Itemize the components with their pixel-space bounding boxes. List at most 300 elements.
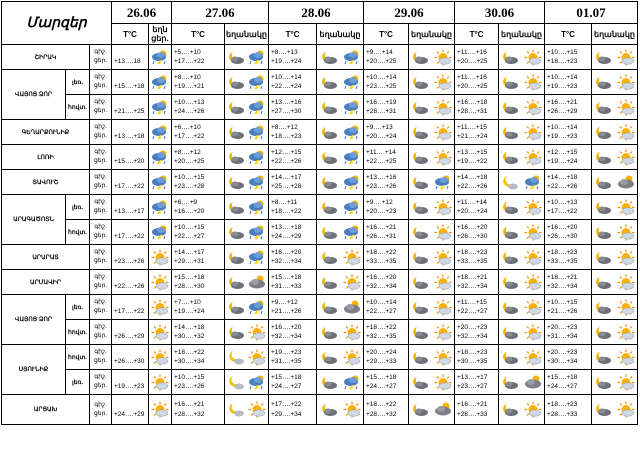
sun-cloud-icon bbox=[248, 324, 266, 341]
temperature-cell bbox=[455, 295, 499, 320]
sun-cloud-icon bbox=[149, 274, 171, 291]
temperature-cell bbox=[172, 370, 225, 395]
table-row bbox=[2, 370, 638, 395]
moon-cloud-icon bbox=[227, 299, 245, 316]
day-temperature: +18….+23 bbox=[271, 133, 302, 140]
moon-cloud-icon bbox=[320, 224, 338, 241]
day-temperature: +32….+34 bbox=[366, 283, 397, 290]
temperature-cell bbox=[172, 145, 225, 170]
day-temperature: +24….+26 bbox=[174, 108, 205, 115]
temperature-header: T°C bbox=[545, 24, 592, 45]
weather-cell bbox=[592, 45, 638, 70]
day-temperature: +22….+26 bbox=[114, 283, 145, 290]
weather-cell bbox=[592, 145, 638, 170]
night-temperature: +15….+18 bbox=[271, 273, 302, 281]
night-temperature: +15….+18 bbox=[366, 373, 397, 381]
moon-cloud-icon bbox=[227, 149, 245, 166]
sun-cloud-icon bbox=[524, 349, 542, 366]
weather-cell bbox=[409, 145, 455, 170]
subregion-name: հովտ. bbox=[66, 220, 90, 245]
moon-cloud-icon bbox=[501, 249, 519, 266]
weather-header: եղանակը bbox=[225, 24, 269, 45]
temperature-cell bbox=[112, 395, 149, 425]
weather-cell bbox=[499, 320, 545, 345]
moon-cloud-icon bbox=[594, 249, 612, 266]
night-temperature: +13….+17 bbox=[457, 373, 488, 381]
day-temperature: +18….+22 bbox=[271, 208, 302, 215]
thunderstorm-icon bbox=[248, 374, 266, 391]
temperature-header: T°C bbox=[364, 24, 409, 45]
day-label: ցեր. bbox=[93, 108, 108, 114]
day-label: ցեր. bbox=[93, 358, 108, 364]
day-temperature: +32….+34 bbox=[547, 283, 578, 290]
weather-cell bbox=[225, 295, 269, 320]
moon-cloud-icon bbox=[594, 224, 612, 241]
night-temperature: +12….+15 bbox=[271, 148, 302, 156]
moon-cloud-icon bbox=[501, 124, 519, 141]
weather-cell bbox=[149, 320, 172, 345]
regions-header: Մարզեր bbox=[2, 2, 112, 45]
weather-cell bbox=[409, 320, 455, 345]
table-row bbox=[2, 95, 638, 120]
sun-cloud-icon bbox=[617, 374, 635, 391]
night-label: գիշ. bbox=[94, 401, 107, 408]
moon-cloud-icon bbox=[320, 299, 338, 316]
night-temperature: +13….+16 bbox=[271, 98, 302, 106]
night-temperature: +18….+22 bbox=[174, 348, 205, 356]
night-temperature bbox=[114, 248, 148, 258]
night-temperature: +14….+17 bbox=[271, 173, 302, 181]
moon-cloud-icon bbox=[227, 174, 245, 191]
forecast-table bbox=[1, 1, 638, 425]
sun-cloud-icon bbox=[617, 349, 635, 366]
night-temperature: +13….+16 bbox=[366, 173, 397, 181]
night-label: գիշ. bbox=[94, 74, 107, 80]
weather-cell bbox=[225, 345, 269, 370]
temperature-cell bbox=[545, 270, 592, 295]
temperature-cell bbox=[364, 220, 409, 245]
day-temperature: +24….+29 bbox=[114, 410, 145, 418]
weather-cell bbox=[409, 370, 455, 395]
day-temperature: +22….+26 bbox=[271, 158, 302, 165]
day-temperature: +21….+25 bbox=[114, 108, 145, 115]
moon-cloud-icon bbox=[594, 49, 612, 66]
moon-cloud-icon bbox=[320, 49, 338, 66]
temperature-cell bbox=[172, 345, 225, 370]
day-temperature: +22….+26 bbox=[457, 183, 488, 190]
weather-header: եղանակը bbox=[409, 24, 455, 45]
temperature-cell bbox=[172, 45, 225, 70]
day-temperature: +22….+27 bbox=[174, 233, 205, 240]
night-temperature: +10….+14 bbox=[547, 123, 578, 131]
moon-cloud-icon bbox=[501, 299, 519, 316]
weather-cell bbox=[317, 295, 364, 320]
moon-cloud-icon bbox=[594, 74, 612, 91]
weather-cell bbox=[149, 95, 172, 120]
night-temperature: +11….+15 bbox=[457, 123, 487, 131]
night-temperature: +9….+12 bbox=[271, 298, 298, 306]
day-temperature: +29….+31 bbox=[174, 258, 205, 265]
weather-cell bbox=[409, 170, 455, 195]
temperature-cell bbox=[172, 70, 225, 95]
temperature-cell bbox=[455, 195, 499, 220]
night-temperature: +16….+20 bbox=[547, 223, 578, 231]
weather-cell bbox=[592, 245, 638, 270]
sun-cloud-icon bbox=[617, 299, 635, 316]
weather-cell bbox=[225, 120, 269, 145]
weather-cell bbox=[317, 95, 364, 120]
weather-cell bbox=[149, 120, 172, 145]
weather-cell bbox=[317, 195, 364, 220]
weather-cell bbox=[149, 345, 172, 370]
night-temperature bbox=[114, 223, 148, 233]
night-temperature: +20….+23 bbox=[547, 323, 578, 331]
night-temperature: +11….+14 bbox=[366, 148, 396, 156]
night-temperature bbox=[114, 173, 148, 183]
moon-cloud-icon bbox=[320, 149, 338, 166]
thunderstorm-icon bbox=[343, 374, 361, 391]
moon-cloud-icon bbox=[411, 49, 429, 66]
subregion-name: լեռ. bbox=[66, 370, 90, 395]
weather-cell bbox=[225, 245, 269, 270]
night-temperature: +11….+14 bbox=[457, 198, 487, 206]
sun-cloud-icon bbox=[524, 249, 542, 266]
night-temperature: +18….+23 bbox=[457, 348, 488, 356]
temperature-cell bbox=[112, 320, 149, 345]
sun-cloud-icon bbox=[524, 49, 542, 66]
day-temperature: +15….+18 bbox=[114, 83, 145, 90]
sun-cloud-icon bbox=[434, 249, 452, 266]
temperature-cell bbox=[364, 295, 409, 320]
subregion-name: լեռ. bbox=[66, 70, 90, 95]
night-temperature: +16….+20 bbox=[366, 273, 397, 281]
night-temperature: +19….+23 bbox=[271, 348, 302, 356]
table-row bbox=[2, 145, 638, 170]
region-name: ԱՐԱԳԱԾՈՏՆ bbox=[2, 195, 66, 245]
weather-cell bbox=[409, 220, 455, 245]
night-temperature: +8….+12 bbox=[271, 123, 298, 131]
table-row bbox=[2, 220, 638, 245]
weather-cell bbox=[225, 395, 269, 425]
sun-cloud-icon bbox=[434, 374, 452, 391]
night-temperature: +18….+22 bbox=[366, 323, 397, 331]
day-label: ցեր. bbox=[93, 383, 108, 389]
weather-cell bbox=[317, 320, 364, 345]
moon-cloud-icon bbox=[594, 401, 612, 418]
temperature-cell bbox=[364, 45, 409, 70]
temperature-cell bbox=[545, 195, 592, 220]
sun-cloud-icon bbox=[434, 74, 452, 91]
temperature-cell bbox=[269, 295, 317, 320]
temperature-cell bbox=[269, 145, 317, 170]
moon-cloud-icon bbox=[320, 401, 338, 418]
moon-cloud-icon bbox=[501, 401, 519, 418]
day-temperature: +17….+22 bbox=[114, 233, 145, 240]
temperature-header: T°C bbox=[172, 24, 225, 45]
weather-cell bbox=[499, 70, 545, 95]
day-temperature: +22….+24 bbox=[271, 83, 302, 90]
moon-cloud-icon bbox=[411, 249, 429, 266]
moon-cloud-icon bbox=[594, 324, 612, 341]
day-label: ցեր. bbox=[93, 333, 108, 339]
thunderstorm-icon bbox=[343, 99, 361, 116]
moon-cloud-icon bbox=[227, 124, 245, 141]
night-label: գիշ. bbox=[94, 274, 107, 280]
moon-cloud-icon bbox=[501, 199, 519, 216]
day-temperature: +31….+34 bbox=[547, 333, 578, 340]
weather-cell bbox=[499, 270, 545, 295]
temperature-cell bbox=[545, 220, 592, 245]
day-temperature: +26….+30 bbox=[547, 233, 578, 240]
day-temperature: +32….+34 bbox=[271, 258, 302, 265]
weather-header-line1: եղն bbox=[152, 25, 168, 34]
sun-gray-cloud-icon bbox=[248, 274, 266, 291]
day-temperature: +19….+24 bbox=[271, 58, 302, 65]
day-temperature: +28….+32 bbox=[366, 410, 397, 418]
thunderstorm-icon bbox=[343, 174, 361, 191]
weather-cell bbox=[225, 270, 269, 295]
thunderstorm-icon bbox=[149, 74, 171, 91]
temperature-cell bbox=[172, 320, 225, 345]
moon-cloud-icon bbox=[501, 149, 519, 166]
temperature-cell bbox=[364, 320, 409, 345]
moon-icon bbox=[227, 401, 245, 418]
day-temperature: +15….+20 bbox=[114, 158, 145, 165]
region-name: ՏԱՎՈՒՇ bbox=[2, 170, 90, 195]
sun-gray-cloud-icon bbox=[524, 374, 542, 391]
night-temperature: +8….+11 bbox=[271, 198, 298, 206]
day-temperature: +31….+33 bbox=[271, 283, 302, 290]
day-night-label bbox=[90, 45, 112, 70]
day-label: ցեր. bbox=[93, 233, 108, 239]
day-temperature: +28….+32 bbox=[174, 410, 205, 418]
temperature-cell bbox=[364, 170, 409, 195]
night-temperature: +11….+15 bbox=[457, 298, 487, 306]
day-temperature: +22….+26 bbox=[547, 183, 578, 190]
weather-cell bbox=[499, 345, 545, 370]
table-row bbox=[2, 320, 638, 345]
weather-cell bbox=[499, 220, 545, 245]
day-temperature: +17….+22 bbox=[174, 133, 205, 140]
sun-cloud-icon bbox=[434, 49, 452, 66]
night-temperature bbox=[114, 123, 148, 133]
weather-cell bbox=[409, 270, 455, 295]
sun-cloud-icon bbox=[617, 324, 635, 341]
thunderstorm-icon bbox=[248, 124, 266, 141]
day-temperature: +23….+26 bbox=[174, 383, 205, 390]
temperature-cell bbox=[172, 170, 225, 195]
night-label: գիշ. bbox=[94, 349, 107, 355]
day-temperature: +30….+34 bbox=[547, 358, 578, 365]
sun-cloud-icon bbox=[434, 224, 452, 241]
weather-cell bbox=[317, 270, 364, 295]
sun-cloud-icon bbox=[617, 199, 635, 216]
thunderstorm-icon bbox=[343, 124, 361, 141]
moon-cloud-icon bbox=[227, 249, 245, 266]
moon-cloud-icon bbox=[411, 149, 429, 166]
night-temperature: +10….+15 bbox=[174, 173, 205, 181]
date-header: 27.06 bbox=[172, 2, 269, 24]
temperature-cell bbox=[545, 45, 592, 70]
night-temperature: +18….+22 bbox=[366, 401, 397, 408]
temperature-cell bbox=[545, 95, 592, 120]
night-temperature: +15….+18 bbox=[174, 273, 205, 281]
weather-cell bbox=[592, 395, 638, 425]
moon-cloud-icon bbox=[501, 374, 519, 391]
night-temperature bbox=[114, 198, 148, 208]
weather-cell bbox=[592, 95, 638, 120]
day-label: ցեր. bbox=[93, 283, 108, 289]
day-temperature: +19….+23 bbox=[114, 383, 145, 390]
night-temperature: +10….+15 bbox=[547, 48, 578, 56]
day-temperature: +23….+27 bbox=[457, 383, 488, 390]
moon-cloud-icon bbox=[320, 174, 338, 191]
temperature-cell bbox=[455, 270, 499, 295]
night-label: գիշ. bbox=[94, 199, 107, 205]
day-night-label bbox=[90, 320, 112, 345]
night-temperature: +14….+17 bbox=[174, 248, 205, 256]
day-temperature: +26….+31 bbox=[366, 233, 397, 240]
temperature-cell bbox=[112, 370, 149, 395]
temperature-cell bbox=[172, 270, 225, 295]
day-night-label bbox=[90, 95, 112, 120]
moon-cloud-icon bbox=[320, 124, 338, 141]
day-label: ցեր. bbox=[93, 208, 108, 214]
temperature-cell bbox=[545, 295, 592, 320]
subregion-name: հովտ. bbox=[66, 320, 90, 345]
thunderstorm-icon bbox=[149, 224, 171, 241]
night-temperature: +10….+13 bbox=[174, 98, 205, 106]
weather-cell bbox=[149, 395, 172, 425]
sun-cloud-icon bbox=[434, 324, 452, 341]
thunderstorm-icon bbox=[149, 124, 171, 141]
weather-cell bbox=[592, 170, 638, 195]
sun-cloud-icon bbox=[434, 124, 452, 141]
weather-cell bbox=[499, 395, 545, 425]
temperature-cell bbox=[455, 320, 499, 345]
day-temperature: +20….+23 bbox=[366, 208, 397, 215]
day-temperature: +19….+24 bbox=[547, 158, 578, 165]
sun-cloud-icon bbox=[524, 299, 542, 316]
night-label: գիշ. bbox=[94, 174, 107, 180]
table-row bbox=[2, 170, 638, 195]
weather-cell bbox=[149, 170, 172, 195]
table-row bbox=[2, 270, 638, 295]
temperature-cell bbox=[545, 170, 592, 195]
region-name: ՎԱՅՈՑ ՁՈՐ bbox=[2, 70, 66, 120]
thunderstorm-icon bbox=[524, 174, 542, 191]
night-temperature: +11….+16 bbox=[457, 73, 487, 81]
night-temperature: +10….+14 bbox=[366, 73, 397, 81]
moon-cloud-icon bbox=[594, 124, 612, 141]
night-temperature: +18….+21 bbox=[457, 273, 488, 281]
moon-cloud-icon bbox=[594, 149, 612, 166]
night-temperature: +10….+14 bbox=[547, 73, 578, 81]
day-temperature: +31….+35 bbox=[271, 358, 302, 365]
table-row bbox=[2, 295, 638, 320]
day-label: ցեր. bbox=[93, 258, 108, 264]
night-temperature: +16….+20 bbox=[271, 323, 302, 331]
thunderstorm-icon bbox=[248, 299, 266, 316]
sun-gray-cloud-icon bbox=[343, 299, 361, 316]
moon-cloud-icon bbox=[411, 74, 429, 91]
moon-cloud-icon bbox=[227, 199, 245, 216]
temperature-cell bbox=[455, 95, 499, 120]
weather-cell bbox=[225, 70, 269, 95]
night-temperature: +12….+15 bbox=[547, 148, 578, 156]
day-temperature: +21….+24 bbox=[457, 133, 488, 140]
date-header: 26.06 bbox=[112, 2, 172, 24]
moon-cloud-icon bbox=[320, 324, 338, 341]
day-temperature: +28….+33 bbox=[457, 410, 488, 418]
weather-cell bbox=[225, 220, 269, 245]
day-temperature: +17….+22 bbox=[114, 183, 145, 190]
weather-cell bbox=[499, 195, 545, 220]
day-temperature: +21….+26 bbox=[547, 308, 578, 315]
sun-cloud-icon bbox=[343, 401, 361, 418]
temperature-cell bbox=[112, 270, 149, 295]
moon-cloud-icon bbox=[411, 349, 429, 366]
temperature-cell bbox=[112, 345, 149, 370]
temperature-cell bbox=[455, 170, 499, 195]
day-temperature: +33….+35 bbox=[457, 258, 488, 265]
weather-cell bbox=[409, 70, 455, 95]
night-temperature: +10….+15 bbox=[547, 298, 578, 306]
night-temperature: +8….+12 bbox=[174, 148, 201, 156]
night-temperature: +10….+15 bbox=[174, 373, 205, 381]
day-temperature: +32….+34 bbox=[271, 333, 302, 340]
weather-cell bbox=[317, 120, 364, 145]
day-temperature: +26….+30 bbox=[114, 358, 145, 365]
weather-cell bbox=[592, 120, 638, 145]
moon-cloud-icon bbox=[227, 49, 245, 66]
thunderstorm-icon bbox=[248, 174, 266, 191]
temperature-cell bbox=[455, 120, 499, 145]
moon-cloud-icon bbox=[411, 299, 429, 316]
night-temperature: +18….+23 bbox=[547, 401, 578, 408]
night-label: գիշ. bbox=[94, 299, 107, 305]
night-temperature: +15….+18 bbox=[547, 373, 578, 381]
night-temperature: +14….+18 bbox=[457, 173, 488, 181]
region-name: ՍՅՈՒՆԻՔ bbox=[2, 345, 66, 395]
thunderstorm-icon bbox=[248, 199, 266, 216]
night-temperature: +16….+20 bbox=[271, 248, 302, 256]
sun-cloud-icon bbox=[524, 401, 542, 418]
moon-cloud-icon bbox=[227, 224, 245, 241]
weather-header: եղանակը bbox=[592, 24, 638, 45]
weather-cell bbox=[225, 95, 269, 120]
temperature-cell bbox=[364, 145, 409, 170]
weather-cell bbox=[499, 45, 545, 70]
night-temperature: +18….+23 bbox=[457, 248, 488, 256]
temperature-cell bbox=[455, 70, 499, 95]
sun-cloud-icon bbox=[248, 401, 266, 418]
night-temperature: +16….+20 bbox=[457, 223, 488, 231]
weather-cell bbox=[592, 320, 638, 345]
moon-cloud-icon bbox=[227, 324, 245, 341]
night-temperature: +9….+14 bbox=[366, 48, 393, 56]
temperature-cell bbox=[172, 120, 225, 145]
temperature-cell bbox=[455, 245, 499, 270]
sun-cloud-icon bbox=[524, 274, 542, 291]
night-temperature: +9….+13 bbox=[366, 123, 393, 131]
moon-cloud-icon bbox=[594, 299, 612, 316]
day-night-label bbox=[90, 295, 112, 320]
temperature-cell bbox=[269, 270, 317, 295]
weather-cell bbox=[592, 70, 638, 95]
day-night-label bbox=[90, 270, 112, 295]
region-name: ՎԱՅՈՑ ՁՈՐ bbox=[2, 295, 66, 345]
